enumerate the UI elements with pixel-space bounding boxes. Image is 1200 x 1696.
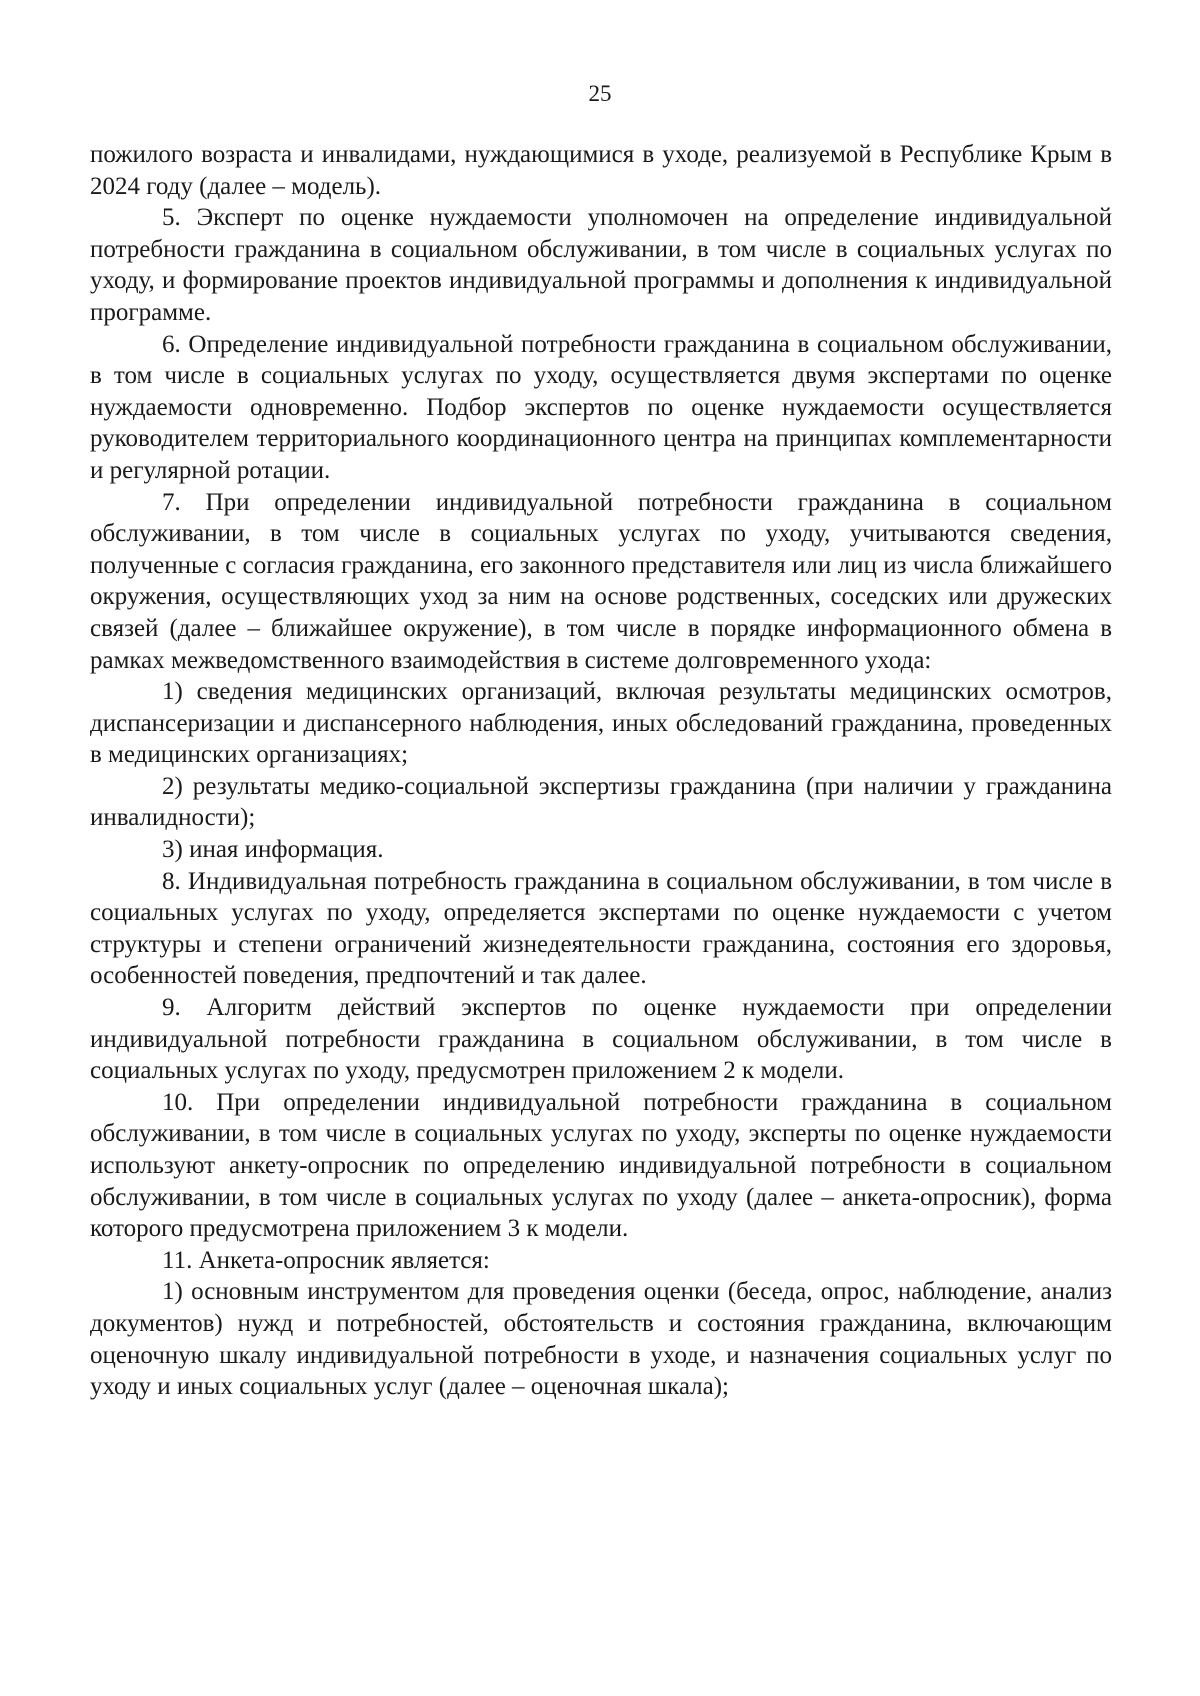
paragraph-7-item-1: 1) сведения медицинских организаций, включая результаты медицинских осмотров, диспансеризации и диспансерного наблюдения, иных обследований гражданина, проведенных в медицинских организациях; bbox=[90, 678, 1112, 769]
paragraph-11-item-1: 1) основным инструментом для проведения оценки (беседа, опрос, наблюдение, анализ документов) нужд и потребностей, обстоятельств и состояния гражданина, включающим оценочную шкалу индивидуальной потребности в уходе, и назначения социальных услуг по уходу и иных социальных услуг (далее – оценочная шкала); bbox=[90, 1278, 1112, 1401]
paragraph-6: 6. Определение индивидуальной потребности гражданина в социальном обслуживании, в том числе в социальных услугах по уходу, осуществляется двумя экспертами по оценке нуждаемости одновременно. Подбор экспертов по оценке нуждаемости осуществляется руководителем территориального координационного центра на принципах комплементарности и регулярной ротации. bbox=[90, 330, 1112, 484]
paragraph-7-item-3: 3) иная информация. bbox=[162, 836, 384, 864]
page-number: 25 bbox=[588, 81, 612, 106]
paragraph-8: 8. Индивидуальная потребность гражданина в социальном обслуживании, в том числе в социальных услугах по уходу, определяется экспертами по оценке нуждаемости с учетом структуры и степени ограничений жизнедеятельности гражданина, состояния его здоровья, особенностей поведения, предпочтений и так далее. bbox=[90, 867, 1112, 990]
document-body bbox=[90, 139, 1112, 1403]
paragraph-9: 9. Алгоритм действий экспертов по оценке нуждаемости при определении индивидуальной потребности гражданина в социальном обслуживании, в том числе в социальных услугах по уходу, предусмотрен приложением 2 к модели. bbox=[90, 994, 1112, 1085]
paragraph-7: 7. При определении индивидуальной потребности гражданина в социальном обслуживании, в том числе в социальных услугах по уходу, учитываются сведения, полученные с согласия гражданина, его законного представителя или лиц из числа ближайшего окружения, осуществляющих уход за ним на основе родственных, соседских или дружеских связей (далее – ближайшее окружение), в том числе в порядке информационного обмена в рамках межведомственного взаимодействия в системе долговременного ухода: bbox=[90, 488, 1112, 674]
paragraph-5: 5. Эксперт по оценке нуждаемости уполномочен на определение индивидуальной потребности гражданина в социальном обслуживании, в том числе в социальных услугах по уходу, и формирование проектов индивидуальной программы и дополнения к индивидуальной программе. bbox=[90, 204, 1112, 326]
paragraph-7-item-2: 2) результаты медико-социальной экспертизы гражданина (при наличии у гражданина инвалидности); bbox=[90, 772, 1112, 832]
paragraph-continuation: пожилого возраста и инвалидами, нуждающимися в уходе, реализуемой в Республике Крым в 2024 году (далее – модель). bbox=[90, 141, 1112, 200]
paragraph-10: 10. При определении индивидуальной потребности гражданина в социальном обслуживании, в том числе в социальных услугах по уходу, эксперты по оценке нуждаемости используют анкету-опросник по определению индивидуальной потребности в социальном обслуживании, в том числе в социальных услугах по уходу (далее – анкета-опросник), форма которого предусмотрена приложением 3 к модели. bbox=[90, 1088, 1112, 1243]
paragraph-11: 11. Анкета-опросник является: bbox=[162, 1246, 490, 1274]
